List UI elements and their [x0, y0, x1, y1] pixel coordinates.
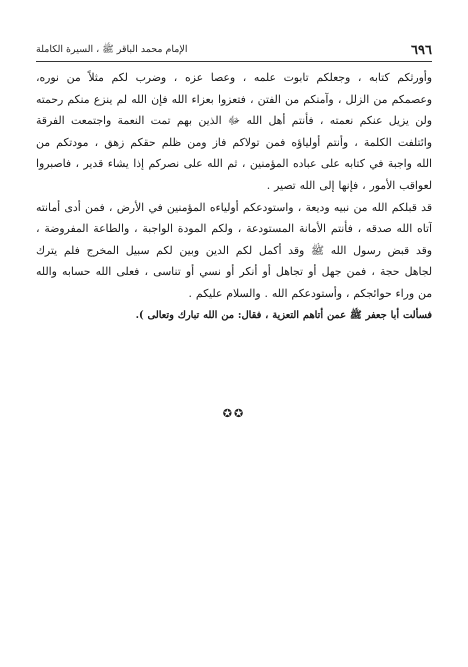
body-text: [36, 67, 432, 326]
text-line: الله واجبة في كتابه على عباده المؤمنين ، ثم الله على نصركم إذا يشاء قدير ، فاصبروا: [36, 157, 432, 171]
closing-line: فسألت أبا جعفر ﷺ عمن أتاهم التعزية ، فقال: من الله تبارك وتعالى ).: [135, 309, 432, 321]
paragraph-2: [36, 197, 432, 305]
paragraph-1: [36, 67, 432, 197]
text-line: قد قبلكم الله من نبيه وديعة ، واستودعكم أولياءه المؤمنين في الأرض ، فمن أدى أمانته: [36, 200, 432, 214]
text-line: آتاه الله صدقه ، فأنتم الأمانة المستودعة ، ولكم المودة الواجبة ، والطاعة المفروضة ،: [36, 222, 432, 236]
running-header-title: الإمام محمد الباقر ﷺ ، السيرة الكاملة: [36, 44, 188, 55]
running-header: [36, 40, 432, 60]
text-line: لجاهل حجة ، فمن جهل أو تجاهل أو أنكر أو نسي أو تناسى ، فعلى الله حسابه والله: [36, 265, 432, 279]
text-line: وعصمكم من الزلل ، وآمنكم من الفتن ، فتعزوا بعزاء الله فإن الله لم ينزع منكم رحمته: [36, 92, 432, 106]
text-line: لعواقب الأمور ، فإنها إلى الله تصير .: [266, 178, 432, 192]
text-line: من وراء حوائجكم ، وأستودعكم الله . والسلام عليكم .: [188, 286, 432, 300]
text-line: وائتلفت الكلمة ، وأنتم أولياؤه فمن تولاكم فاز ومن ظلم حقكم زهق ، مودتكم من: [36, 135, 432, 149]
header-divider: [36, 61, 432, 62]
ornament-icon: ✪✪: [222, 407, 246, 420]
text-line: ولن يزيل عنكم نعمته ، فأنتم أهل الله ﷻ الذين بهم تمت النعمة واجتمعت الفرقة: [36, 114, 432, 128]
page-number: ٦٩٦: [411, 42, 432, 58]
text-line: وقد قبض رسول الله ﷺ وقد أكمل لكم الدين وبين لكم سبيل المخرج فلم يترك: [36, 243, 432, 257]
text-line: وأورثكم كتابه ، وجعلكم تابوت علمه ، وعصا عزه ، وضرب لكم مثلاً من نوره،: [36, 71, 432, 84]
